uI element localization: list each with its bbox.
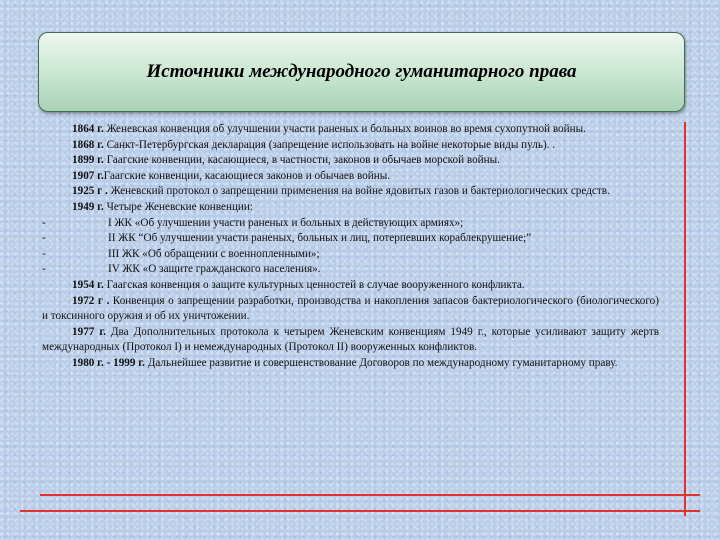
- paragraph-1980-1999: 1980 г. - 1999 г. Дальнейшее развитие и совершенствование Договоров по международному гуманитарному праву.: [72, 356, 618, 369]
- paragraph-1949: 1949 г. Четыре Женевские конвенции:: [72, 200, 254, 213]
- list-item: - III ЖК «Об обращении с военнопленными»;: [42, 247, 320, 260]
- list-item: - I ЖК «Об улучшении участи раненых и больных в действующих армиях»;: [42, 216, 464, 229]
- paragraph-1954: 1954 г. Гаагская конвенция о защите культурных ценностей в случае вооруженного конфликта.: [72, 278, 525, 291]
- red-horizontal-line: [40, 494, 700, 496]
- paragraph-1925: 1925 г . Женевский протокол о запрещении применения на войне ядовитых газов и бактериологических средств.: [72, 185, 610, 198]
- paragraph-1899: 1899 г. Гаагские конвенции, касающиеся, в частности, законов и обычаев морской войны.: [72, 154, 500, 167]
- paragraph-1972: 1972 г . Конвенция о запрещении разработки, производства и накопления запасов бактериологического (биологического) и токсинного оружия и об их уничтожении.: [42, 294, 659, 323]
- page-title: Источники международного гуманитарного права: [146, 61, 577, 82]
- document-body: [42, 122, 659, 372]
- red-vertical-line: [684, 122, 686, 516]
- paragraph-1977: 1977 г. Два Дополнительных протокола к четырем Женевским конвенциям 1949 г., которые усиливают защиту жертв международных (Протокол I) и немеждународных (Протокол II) вооруженных конфликтов.: [42, 325, 659, 354]
- paragraph-1868: 1868 г. Санкт-Петербургская декларация (запрещение использовать на войне некоторые виды пуль). .: [72, 138, 556, 151]
- title-box: [38, 32, 685, 112]
- paragraph-1907: 1907 г.Гаагские конвенции, касающиеся законов и обычаев войны.: [72, 169, 391, 182]
- list-item: - IV ЖК «О защите гражданского населения».: [42, 263, 321, 276]
- paragraph-1864: 1864 г. Женевская конвенция об улучшении участи раненых и больных воинов во время сухопутной войны.: [72, 123, 586, 135]
- red-horizontal-line-lower: [20, 510, 700, 512]
- list-item: - II ЖК “Об улучшении участи раненых, больных и лиц, потерпевших кораблекрушение;”: [42, 232, 532, 245]
